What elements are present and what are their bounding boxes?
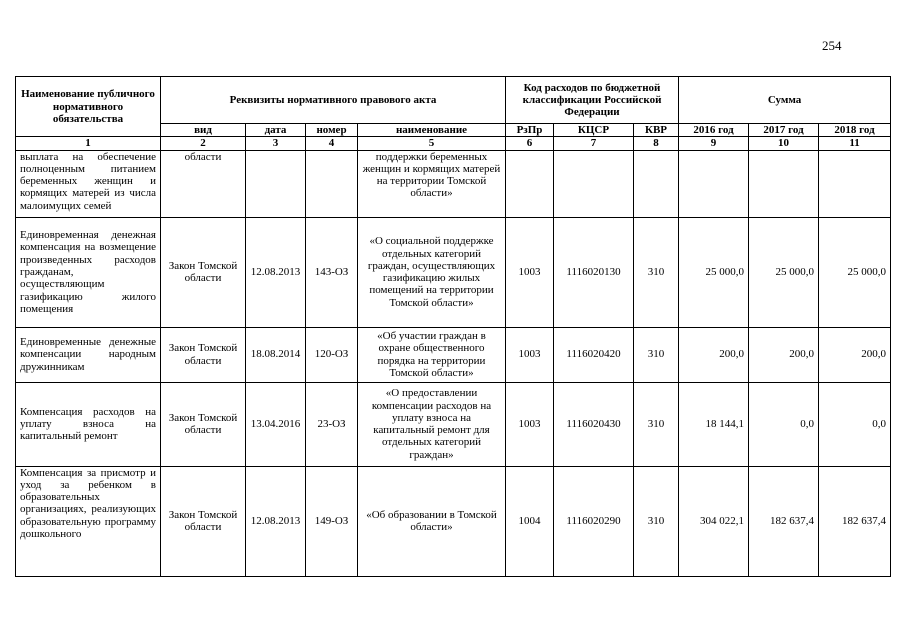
kvr-cell: 310 [634,217,679,327]
kvr-cell: 310 [634,382,679,466]
amount-2016-cell: 18 144,1 [679,382,749,466]
header-year-2017: 2017 год [749,124,819,137]
column-number: 6 [506,137,554,150]
obligation-cell: Компенсация за присмотр и уход за ребенком в образовательных организациях, реализующих образовательную программу дошкольного [16,466,161,576]
amount-2017-cell [749,150,819,217]
header-type: вид [161,124,246,137]
budget-obligations-table [15,76,891,577]
table-row [16,217,891,327]
amount-2016-cell: 200,0 [679,327,749,382]
amount-2016-cell: 25 000,0 [679,217,749,327]
kcsr-cell: 1116020420 [554,327,634,382]
act-date-cell [246,150,306,217]
header-amount: Сумма [679,77,891,124]
kvr-cell [634,150,679,217]
header-budget-code: Код расходов по бюджетной классификации Российской Федерации [506,77,679,124]
column-number: 8 [634,137,679,150]
act-type-cell: Закон Томской области [161,382,246,466]
table-row [16,327,891,382]
rzpr-cell: 1003 [506,382,554,466]
act-name-cell: «О социальной поддержке отдельных категорий граждан, осуществляющих газификацию жилых помещений на территории Томской области» [358,217,506,327]
kcsr-cell: 1116020130 [554,217,634,327]
kvr-cell: 310 [634,466,679,576]
amount-2017-cell: 200,0 [749,327,819,382]
act-name-cell: «О предоставлении компенсации расходов на уплату взноса на капитальный ремонт для отдельных категорий граждан» [358,382,506,466]
act-date-cell: 13.04.2016 [246,382,306,466]
amount-2018-cell: 0,0 [819,382,891,466]
act-type-cell: Закон Томской области [161,327,246,382]
amount-2017-cell: 0,0 [749,382,819,466]
table-row [16,150,891,217]
column-number: 2 [161,137,246,150]
obligation-cell: Единовременные денежные компенсации народным дружинникам [16,327,161,382]
header-kvr: КВР [634,124,679,137]
amount-2017-cell: 182 637,4 [749,466,819,576]
header-row-top [16,77,891,124]
header-rzpr: РзПр [506,124,554,137]
act-number-cell: 23-ОЗ [306,382,358,466]
obligation-cell: Единовременная денежная компенсация на возмещение произведенных расходов гражданам, осуществляющим газификацию жилого помещения [16,217,161,327]
act-name-cell: поддержки беременных женщин и кормящих матерей на территории Томской области» [358,150,506,217]
kcsr-cell: 1116020430 [554,382,634,466]
amount-2016-cell [679,150,749,217]
column-number: 11 [819,137,891,150]
column-numbers-row [16,137,891,150]
act-number-cell: 120-ОЗ [306,327,358,382]
act-name-cell: «Об участии граждан в охране общественного порядка на территории Томской области» [358,327,506,382]
act-type-cell: Закон Томской области [161,466,246,576]
amount-2018-cell: 200,0 [819,327,891,382]
header-year-2016: 2016 год [679,124,749,137]
header-act-name: наименование [358,124,506,137]
act-name-cell: «Об образовании в Томской области» [358,466,506,576]
rzpr-cell: 1003 [506,327,554,382]
amount-2018-cell [819,150,891,217]
act-type-cell: Закон Томской области [161,217,246,327]
header-obligation-name: Наименование публичного нормативного обязательства [16,77,161,137]
rzpr-cell: 1004 [506,466,554,576]
act-date-cell: 12.08.2013 [246,217,306,327]
header-kcsr: КЦСР [554,124,634,137]
rzpr-cell: 1003 [506,217,554,327]
column-number: 1 [16,137,161,150]
amount-2016-cell: 304 022,1 [679,466,749,576]
act-number-cell: 143-ОЗ [306,217,358,327]
kcsr-cell [554,150,634,217]
act-number-cell: 149-ОЗ [306,466,358,576]
column-number: 5 [358,137,506,150]
act-number-cell [306,150,358,217]
table-row [16,382,891,466]
amount-2018-cell: 25 000,0 [819,217,891,327]
column-number: 10 [749,137,819,150]
header-year-2018: 2018 год [819,124,891,137]
column-number: 7 [554,137,634,150]
obligation-cell: выплата на обеспечение полноценным питанием беременных женщин и кормящих матерей из числа малоимущих семей [16,150,161,217]
act-date-cell: 18.08.2014 [246,327,306,382]
obligation-cell: Компенсация расходов на уплату взноса на капитальный ремонт [16,382,161,466]
header-date: дата [246,124,306,137]
act-type-cell: области [161,150,246,217]
amount-2018-cell: 182 637,4 [819,466,891,576]
kcsr-cell: 1116020290 [554,466,634,576]
column-number: 3 [246,137,306,150]
amount-2017-cell: 25 000,0 [749,217,819,327]
page-number: 254 [822,38,842,53]
header-act-requisites: Реквизиты нормативного правового акта [161,77,506,124]
kvr-cell: 310 [634,327,679,382]
header-number: номер [306,124,358,137]
column-number: 9 [679,137,749,150]
column-number: 4 [306,137,358,150]
act-date-cell: 12.08.2013 [246,466,306,576]
rzpr-cell [506,150,554,217]
table-row [16,466,891,576]
